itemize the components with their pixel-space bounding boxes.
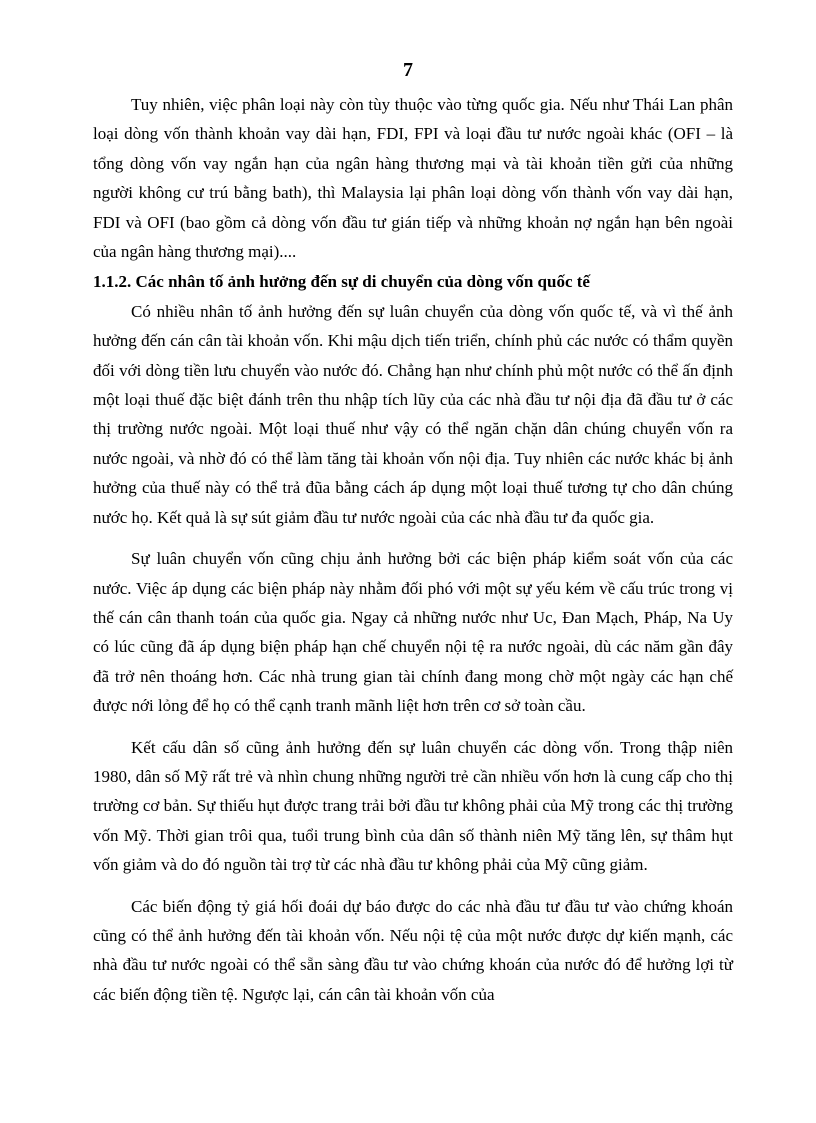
paragraph-capital-controls: Sự luân chuyển vốn cũng chịu ảnh hưởng bởi các biện pháp kiểm soát vốn của các nước. Việc áp dụng các biện pháp này nhằm đối phó với một sự yếu kém về cấu trúc trong vị thế cán cân thanh toán của quốc gia. Ngay cả những nước như Uc, Đan Mạch, Pháp, Na Uy có lúc cũng đã áp dụng biện pháp hạn chế chuyển nội tệ ra nước ngoài, dù các năm gần đây đã trở nên thoáng hơn. Các nhà trung gian tài chính đang mong chờ một ngày các hạn chế được nới lỏng để họ có thể cạnh tranh mãnh liệt hơn trên cơ sở toàn cầu. [93,549,733,716]
paragraph-exchange-rate-expectations: Các biến động tỷ giá hối đoái dự báo được do các nhà đầu tư đầu tư vào chứng khoán cũng có thể ảnh hưởng đến tài khoản vốn. Nếu nội tệ của một nước được dự kiến mạnh, các nhà đầu tư nước ngoài có thể sẵn sàng đầu tư vào chứng khoán của nước đó để hưởng lợi từ các biến động tiền tệ. Ngược lại, cán cân tài khoản vốn của [93,896,733,1004]
section-heading-1-1-2: 1.1.2. Các nhân tố ảnh hưởng đến sự di chuyển của dòng vốn quốc tế [93,272,590,292]
page-body [93,90,733,1009]
paragraph-capital-flow-classification: Tuy nhiên, việc phân loại này còn tùy thuộc vào từng quốc gia. Nếu như Thái Lan phân loại dòng vốn thành khoản vay dài hạn, FDI, FPI và loại đầu tư nước ngoài khác (OFI – là tổng dòng vốn vay ngắn hạn của ngân hàng thương mại và tài khoản tiền gửi của những người không cư trú bằng bath), thì Malaysia lại phân loại dòng vốn thành vốn vay dài hạn, FDI và OFI (bao gồm cả dòng vốn đầu tư gián tiếp và những khoản nợ ngắn hạn bên ngoài của ngân hàng thương mại).... [93,95,733,262]
paragraph-demographics: Kết cấu dân số cũng ảnh hưởng đến sự luân chuyển các dòng vốn. Trong thập niên 1980, dân số Mỹ rất trẻ và nhìn chung những người trẻ cần nhiều vốn hơn là cung cấp cho thị trường cơ bản. Sự thiếu hụt được trang trải bởi đầu tư không phải của Mỹ trong các thị trường vốn Mỹ. Thời gian trôi qua, tuổi trung bình của dân số thành niên Mỹ tăng lên, sự thâm hụt vốn giảm và do đó nguồn tài trợ từ các nhà đầu tư không phải của Mỹ cũng giảm. [93,737,733,875]
paragraph-factors-overview: Có nhiều nhân tố ảnh hưởng đến sự luân chuyển của dòng vốn quốc tế, và vì thế ảnh hưởng đến cán cân tài khoản vốn. Khi mậu dịch tiến triển, chính phủ các nước có thẩm quyền đối với dòng tiền lưu chuyển vào nước đó. Chẳng hạn như chính phủ một nước có thể ấn định một loại thuế đặc biệt đánh trên thu nhập tích lũy của các nhà đầu tư nội địa đã đầu tư ở các thị trường nước ngoài. Một loại thuế như vậy có thể ngăn chặn dân chúng chuyển vốn ra nước ngoài, và nhờ đó có thể làm tăng tài khoản vốn nội địa. Tuy nhiên các nước khác bị ảnh hưởng của thuế này có thể trả đũa bằng cách áp dụng một loại thuế tương tự cho dân chúng nước họ. Kết quả là sự sút giảm đầu tư nước ngoài của các nhà đầu tư đa quốc gia. [93,301,733,527]
page-number: 7 [403,59,413,81]
